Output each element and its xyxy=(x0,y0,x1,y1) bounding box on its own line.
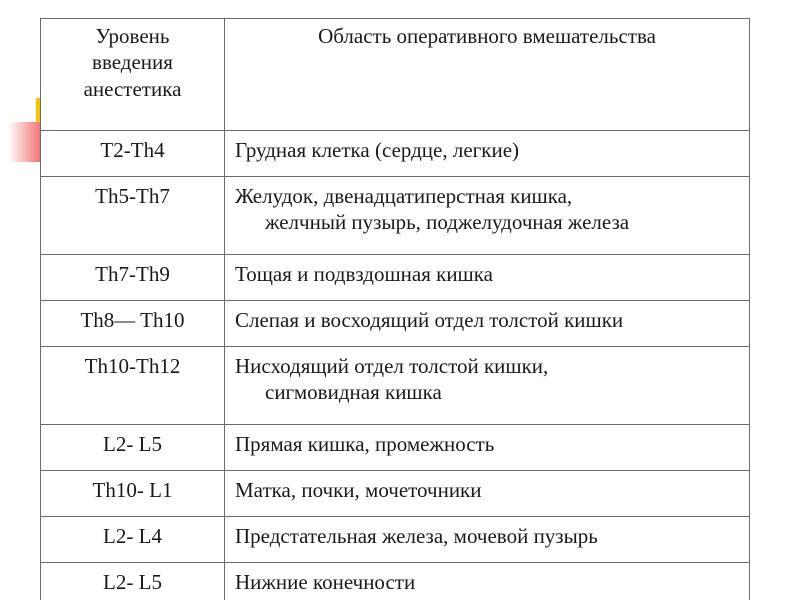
area-line-continued: желчный пузырь, поджелудочная железа xyxy=(265,210,630,235)
table-header-row xyxy=(41,19,750,131)
header-area-cell: Область оперативного вмешательства xyxy=(225,19,750,131)
area-cell xyxy=(225,131,750,177)
table-row xyxy=(41,517,750,563)
area-line: Грудная клетка (сердце, легкие) xyxy=(235,138,520,162)
header-level-line: введения xyxy=(92,50,173,75)
header-level-cell xyxy=(41,19,225,131)
table-row xyxy=(41,563,750,600)
area-line: Предстательная железа, мочевой пузырь xyxy=(235,524,598,548)
area-line: Желудок, двенадцатиперстная кишка, xyxy=(235,184,573,208)
header-level-line: Уровень xyxy=(95,24,170,48)
header-level-line: анестетика xyxy=(83,76,182,101)
level-cell: Th10- L1 xyxy=(41,471,225,517)
level-cell: Th10-Th12 xyxy=(41,347,225,425)
level-cell: Th7-Th9 xyxy=(41,255,225,301)
area-cell xyxy=(225,517,750,563)
area-line: Прямая кишка, промежность xyxy=(235,432,495,456)
table-row xyxy=(41,301,750,347)
area-cell xyxy=(225,347,750,425)
level-cell: Th8— Th10 xyxy=(41,301,225,347)
area-cell xyxy=(225,425,750,471)
level-cell: L2- L5 xyxy=(41,563,225,600)
level-cell: L2- L4 xyxy=(41,517,225,563)
area-cell xyxy=(225,255,750,301)
area-line: Нижние конечности xyxy=(235,570,416,594)
area-line: Матка, почки, мочеточники xyxy=(235,478,482,502)
table-row xyxy=(41,347,750,425)
table-row xyxy=(41,131,750,177)
area-cell xyxy=(225,471,750,517)
area-line: Нисходящий отдел толстой кишки, xyxy=(235,354,549,378)
table-row xyxy=(41,471,750,517)
area-line-continued: сигмовидная кишка xyxy=(265,380,442,405)
area-line: Тощая и подвздошная кишка xyxy=(235,262,493,286)
level-cell: L2- L5 xyxy=(41,425,225,471)
area-cell xyxy=(225,177,750,255)
area-line: Слепая и восходящий отдел толстой кишки xyxy=(235,308,624,332)
table-row xyxy=(41,425,750,471)
level-cell: T2-Th4 xyxy=(41,131,225,177)
area-cell xyxy=(225,301,750,347)
level-cell: Th5-Th7 xyxy=(41,177,225,255)
table-row xyxy=(41,177,750,255)
area-cell xyxy=(225,563,750,600)
table-row xyxy=(41,255,750,301)
anesthesia-levels-table xyxy=(40,18,750,600)
